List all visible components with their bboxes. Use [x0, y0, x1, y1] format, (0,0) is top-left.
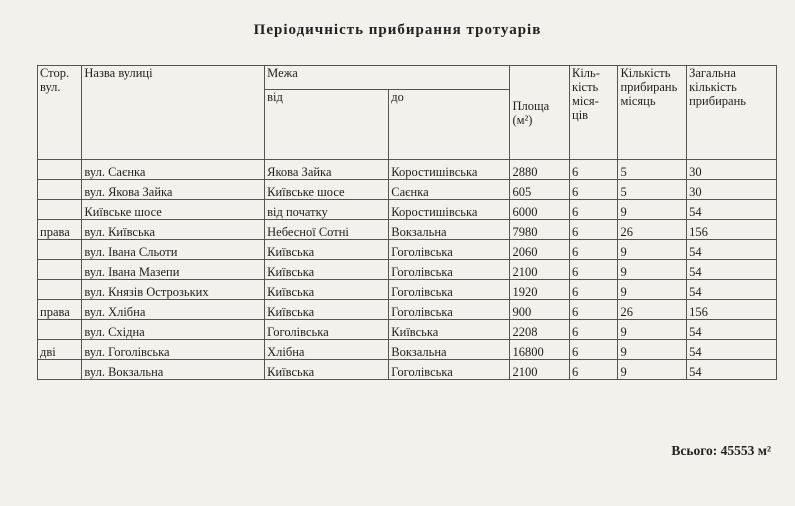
cell-to: Гоголівська: [389, 280, 510, 300]
cell-total: 30: [687, 180, 777, 200]
cell-to: Саєнка: [389, 180, 510, 200]
cell-months: 6: [570, 360, 618, 380]
cell-months: 6: [570, 160, 618, 180]
cell-side: [38, 260, 82, 280]
cell-months: 6: [570, 180, 618, 200]
cell-side: [38, 200, 82, 220]
cell-per-month: 26: [618, 220, 687, 240]
cell-name: Київське шосе: [82, 200, 265, 220]
cell-side: [38, 280, 82, 300]
cell-per-month: 9: [618, 260, 687, 280]
cell-total: 54: [687, 280, 777, 300]
header-to: до: [389, 90, 510, 160]
cleaning-table: [37, 65, 777, 380]
cell-per-month: 26: [618, 300, 687, 320]
total-area: Всього: 45553 м²: [671, 443, 771, 458]
header-side: Стор. вул.: [38, 66, 82, 160]
cell-name: вул. Вокзальна: [82, 360, 265, 380]
cell-side: [38, 180, 82, 200]
table-row: [38, 280, 777, 300]
cell-months: 6: [570, 300, 618, 320]
cell-area: 605: [510, 180, 570, 200]
cell-months: 6: [570, 280, 618, 300]
table-row: [38, 240, 777, 260]
cell-months: 6: [570, 200, 618, 220]
cell-from: Київська: [265, 300, 389, 320]
table-row: [38, 340, 777, 360]
cell-per-month: 9: [618, 240, 687, 260]
cell-from: Якова Зайка: [265, 160, 389, 180]
cell-per-month: 9: [618, 340, 687, 360]
header-bounds: Межа: [265, 66, 510, 90]
header-total: Загальна кількість прибирань: [687, 66, 777, 160]
cell-name: вул. Гоголівська: [82, 340, 265, 360]
cell-area: 7980: [510, 220, 570, 240]
cell-to: Коростишівська: [389, 200, 510, 220]
cell-side: [38, 320, 82, 340]
header-per-month: Кількість прибирань місяць: [618, 66, 687, 160]
cell-months: 6: [570, 260, 618, 280]
cell-from: Київська: [265, 240, 389, 260]
table-row: [38, 180, 777, 200]
cell-months: 6: [570, 320, 618, 340]
header-from: від: [265, 90, 389, 160]
cell-months: 6: [570, 240, 618, 260]
cell-total: 54: [687, 200, 777, 220]
table-row: [38, 300, 777, 320]
cell-side: [38, 240, 82, 260]
cell-name: вул. Івана Сльоти: [82, 240, 265, 260]
cell-to: Вокзальна: [389, 340, 510, 360]
cell-per-month: 9: [618, 320, 687, 340]
cell-from: Небесної Сотні: [265, 220, 389, 240]
cell-per-month: 9: [618, 200, 687, 220]
cell-per-month: 5: [618, 160, 687, 180]
header-months: Кіль- кість міся- ців: [570, 66, 618, 160]
cell-total: 54: [687, 240, 777, 260]
cell-side: [38, 160, 82, 180]
cell-area: 16800: [510, 340, 570, 360]
cell-from: Київське шосе: [265, 180, 389, 200]
table-row: [38, 260, 777, 280]
cell-per-month: 9: [618, 280, 687, 300]
cell-name: вул. Саєнка: [82, 160, 265, 180]
cell-to: Гоголівська: [389, 260, 510, 280]
cell-area: 2208: [510, 320, 570, 340]
table-row: [38, 200, 777, 220]
table-row: [38, 220, 777, 240]
cell-to: Вокзальна: [389, 220, 510, 240]
cell-name: вул. Івана Мазепи: [82, 260, 265, 280]
cell-months: 6: [570, 220, 618, 240]
cell-name: вул. Князів Острозьких: [82, 280, 265, 300]
cell-side: дві: [38, 340, 82, 360]
header-area: Площа (м²): [510, 66, 570, 160]
table-body: [38, 160, 777, 380]
table-row: [38, 320, 777, 340]
cell-to: Київська: [389, 320, 510, 340]
cell-from: Хлібна: [265, 340, 389, 360]
cell-to: Гоголівська: [389, 300, 510, 320]
cell-name: вул. Хлібна: [82, 300, 265, 320]
cell-total: 54: [687, 360, 777, 380]
cell-total: 54: [687, 340, 777, 360]
cell-side: права: [38, 300, 82, 320]
table-row: [38, 360, 777, 380]
cell-months: 6: [570, 340, 618, 360]
cell-per-month: 9: [618, 360, 687, 380]
cell-from: Київська: [265, 260, 389, 280]
page-title: Періодичність прибирання тротуарів: [253, 22, 542, 38]
cell-from: Київська: [265, 280, 389, 300]
cell-total: 54: [687, 320, 777, 340]
cell-from: Гоголівська: [265, 320, 389, 340]
cell-name: вул. Якова Зайка: [82, 180, 265, 200]
cell-area: 6000: [510, 200, 570, 220]
cell-to: Коростишівська: [389, 160, 510, 180]
cell-name: вул. Східна: [82, 320, 265, 340]
cell-total: 156: [687, 300, 777, 320]
cell-from: від початку: [265, 200, 389, 220]
cell-name: вул. Київська: [82, 220, 265, 240]
cell-side: права: [38, 220, 82, 240]
cell-to: Гоголівська: [389, 360, 510, 380]
cell-area: 2880: [510, 160, 570, 180]
header-street-name: Назва вулиці: [82, 66, 265, 160]
cell-area: 2100: [510, 360, 570, 380]
cell-total: 54: [687, 260, 777, 280]
cell-total: 156: [687, 220, 777, 240]
cell-total: 30: [687, 160, 777, 180]
cell-to: Гоголівська: [389, 240, 510, 260]
cell-area: 2060: [510, 240, 570, 260]
cell-side: [38, 360, 82, 380]
cell-from: Київська: [265, 360, 389, 380]
cell-per-month: 5: [618, 180, 687, 200]
table-row: [38, 160, 777, 180]
cell-area: 2100: [510, 260, 570, 280]
cell-area: 1920: [510, 280, 570, 300]
cell-area: 900: [510, 300, 570, 320]
